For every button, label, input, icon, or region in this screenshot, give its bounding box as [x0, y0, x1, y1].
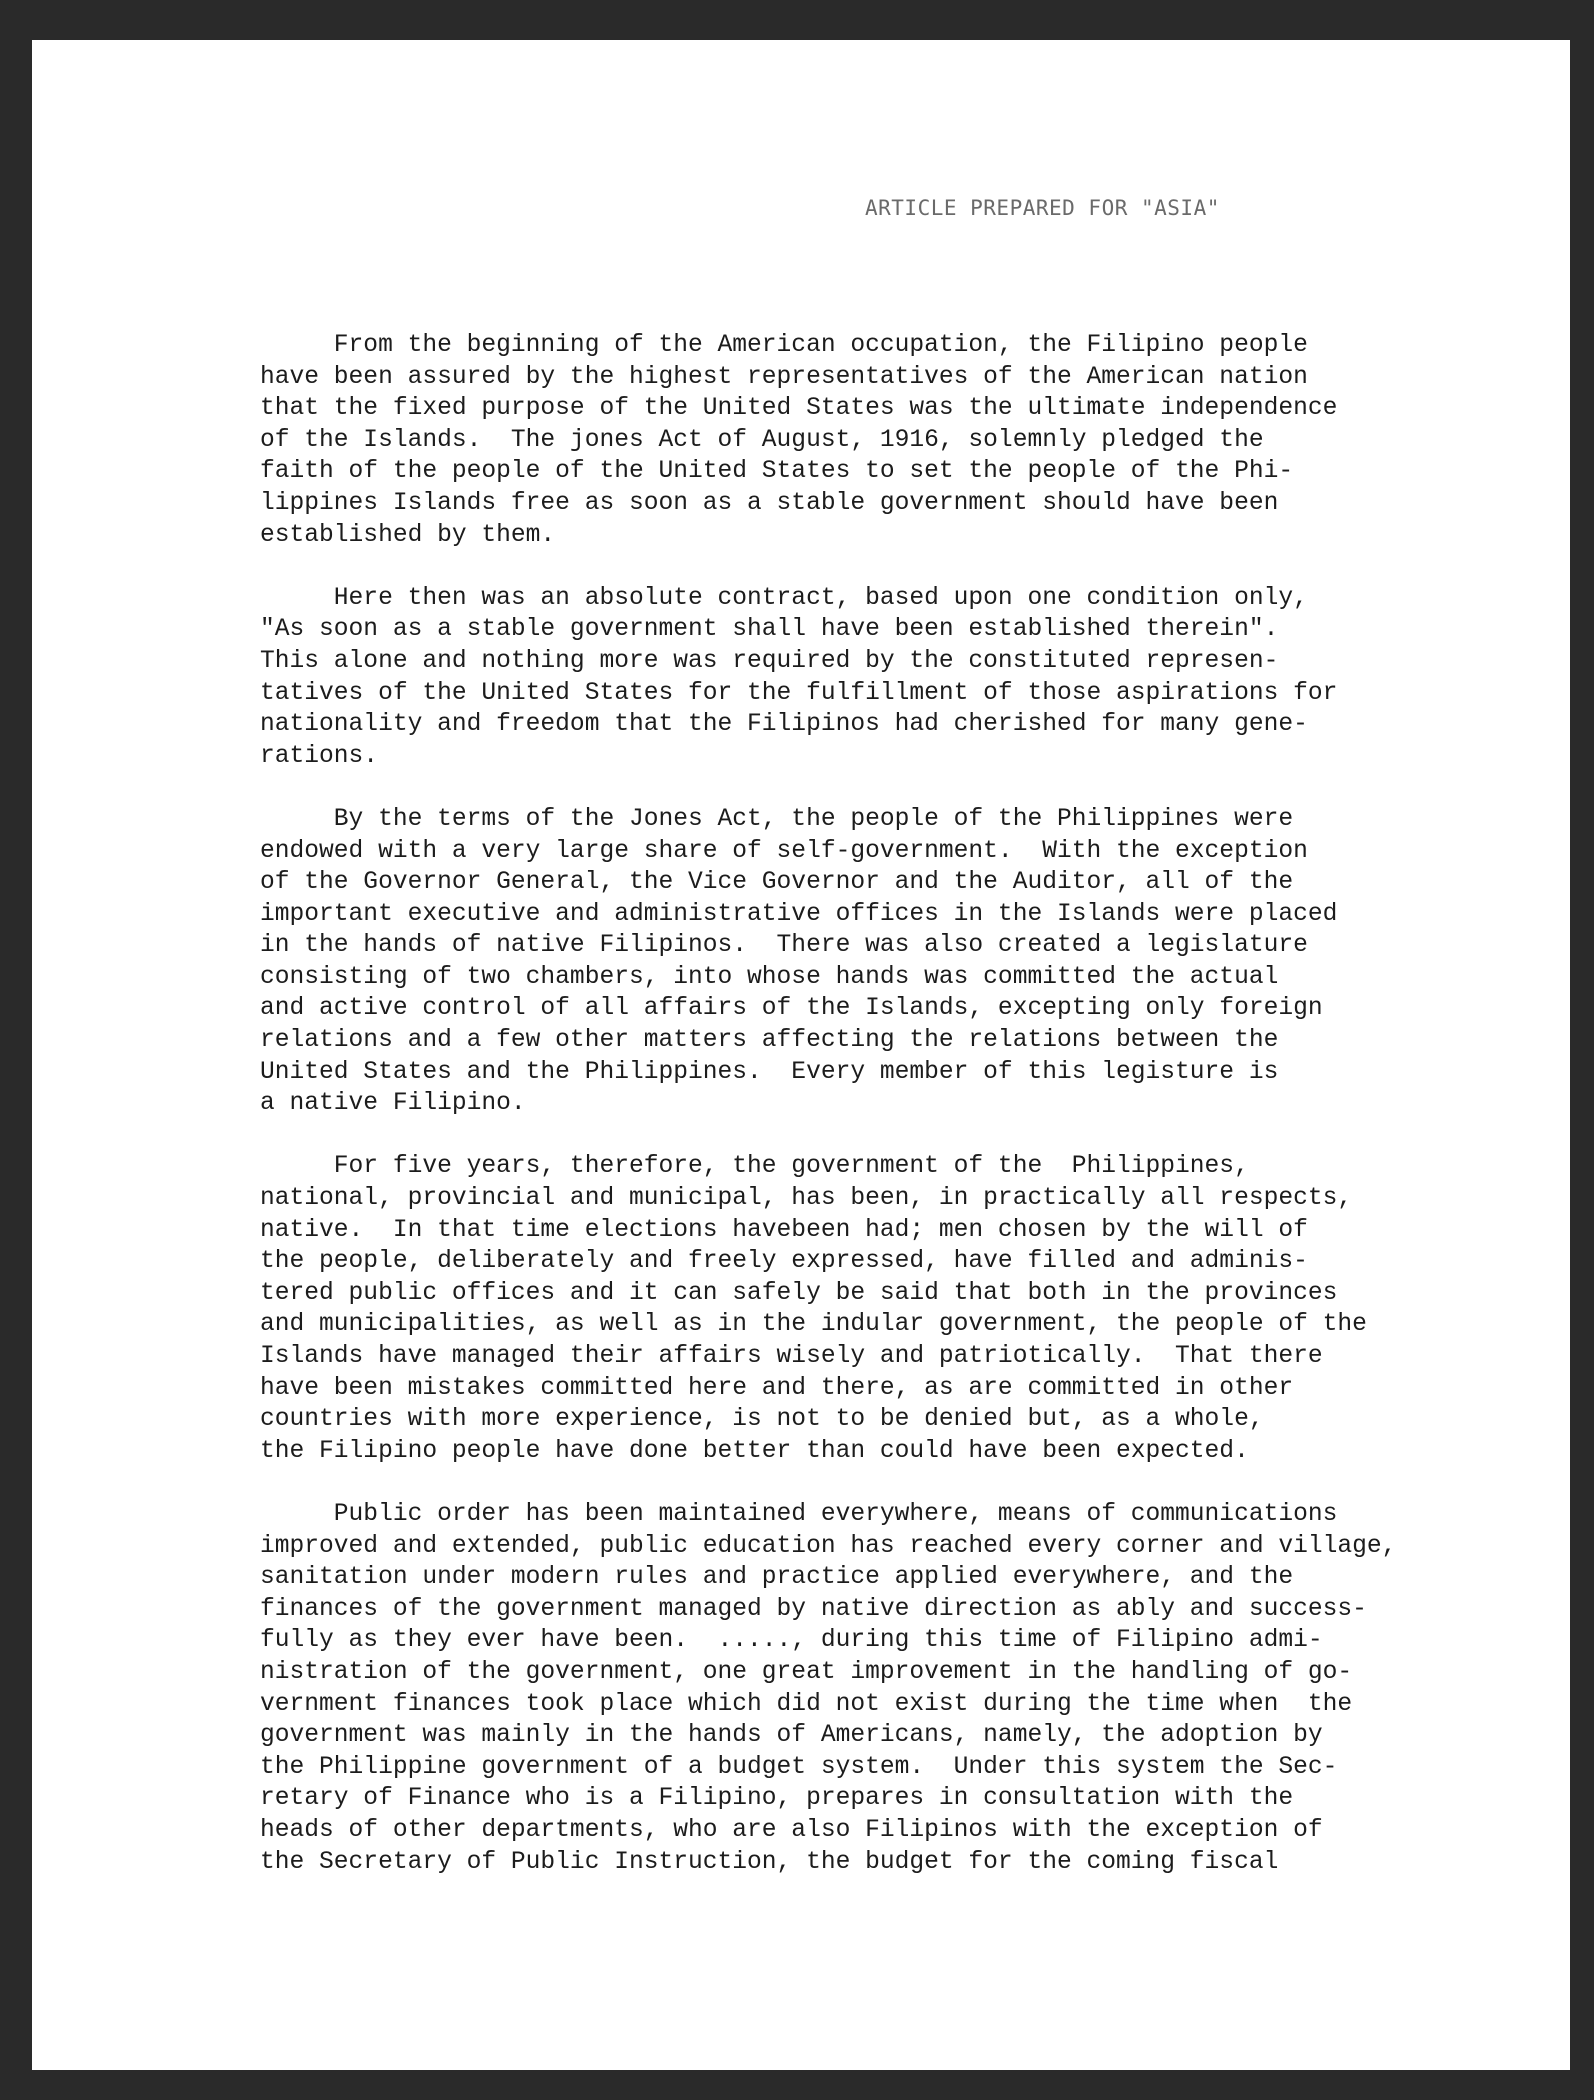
text-line: endowed with a very large share of self-government. With the exception [260, 837, 1308, 865]
document-body [260, 330, 1480, 1910]
text-line: relations and a few other matters affecting the relations between the [260, 1027, 1279, 1055]
text-line: Here then was an absolute contract, based upon one condition only, [260, 584, 1308, 612]
text-line: faith of the people of the United States to set the people of the Phi- [260, 458, 1294, 486]
text-line: countries with more experience, is not to be denied but, as a whole, [260, 1406, 1264, 1434]
text-line: the people, deliberately and freely expressed, have filled and adminis- [260, 1248, 1308, 1276]
text-line: finances of the government managed by native direction as ably and success- [260, 1595, 1367, 1623]
text-line: and municipalities, as well as in the indular government, the people of the [260, 1311, 1367, 1339]
text-line: tatives of the United States for the fulfillment of those aspirations for [260, 679, 1338, 707]
text-line: heads of other departments, who are also Filipinos with the exception of [260, 1816, 1323, 1844]
text-line: of the Islands. The jones Act of August, 1916, solemnly pledged the [260, 426, 1264, 454]
text-line: "As soon as a stable government shall have been established therein". [260, 616, 1279, 644]
text-line: consisting of two chambers, into whose hands was committed the actual [260, 963, 1279, 991]
paragraph-3 [260, 804, 1480, 1120]
text-line: Islands have managed their affairs wisely and patriotically. That there [260, 1343, 1323, 1370]
text-line: the Filipino people have done better than could have been expected. [260, 1437, 1249, 1465]
text-line: a native Filipino. [260, 1090, 526, 1118]
text-line: nistration of the government, one great improvement in the handling of go- [260, 1658, 1353, 1686]
text-line: From the beginning of the American occupation, the Filipino people [260, 332, 1308, 359]
text-line: national, provincial and municipal, has been, in practically all respects, [260, 1185, 1353, 1213]
text-line: sanitation under modern rules and practice applied everywhere, and the [260, 1564, 1294, 1592]
text-line: government was mainly in the hands of Americans, namely, the adoption by [260, 1722, 1323, 1750]
text-line: improved and extended, public education has reached every corner and village, [260, 1532, 1397, 1560]
text-line: By the terms of the Jones Act, the people of the Philippines were [260, 805, 1294, 833]
text-line: vernment finances took place which did not exist during the time when the [260, 1690, 1353, 1718]
text-line: tered public offices and it can safely be said that both in the provinces [260, 1279, 1338, 1307]
text-line: rations. [260, 742, 379, 770]
text-line: This alone and nothing more was required by the constituted represen- [260, 647, 1279, 675]
text-line: native. In that time elections havebeen had; men chosen by the will of [260, 1216, 1308, 1244]
text-line: have been mistakes committed here and there, as are committed in other [260, 1374, 1294, 1402]
text-line: fully as they ever have been. ....., during this time of Filipino admi- [260, 1627, 1323, 1655]
text-line: have been assured by the highest representatives of the American nation [260, 363, 1308, 391]
text-line: For five years, therefore, the government of the Philippines, [260, 1153, 1249, 1181]
text-line: the Secretary of Public Instruction, the budget for the coming fiscal [260, 1848, 1279, 1876]
text-line: Public order has been maintained everywhere, means of communications [260, 1500, 1338, 1528]
text-line: important executive and administrative offices in the Islands were placed [260, 900, 1338, 928]
text-line: United States and the Philippines. Every member of this legisture is [260, 1058, 1279, 1086]
text-line: established by them. [260, 521, 556, 549]
text-line: and active control of all affairs of the Islands, excepting only foreign [260, 995, 1323, 1023]
paragraph-2 [260, 583, 1480, 773]
paragraph-1 [260, 330, 1480, 551]
text-line: the Philippine government of a budget system. Under this system the Sec- [260, 1753, 1338, 1781]
text-line: lippines Islands free as soon as a stable government should have been [260, 489, 1279, 517]
text-line: that the fixed purpose of the United States was the ultimate independence [260, 395, 1338, 423]
document-heading: ARTICLE PREPARED FOR "ASIA" [865, 196, 1220, 220]
paragraph-4 [260, 1151, 1480, 1467]
text-line: retary of Finance who is a Filipino, prepares in consultation with the [260, 1785, 1294, 1813]
text-line: nationality and freedom that the Filipinos had cherished for many gene- [260, 711, 1308, 739]
text-line: in the hands of native Filipinos. There was also created a legislature [260, 932, 1308, 960]
paragraph-5 [260, 1499, 1480, 1878]
text-line: of the Governor General, the Vice Governor and the Auditor, all of the [260, 869, 1294, 897]
